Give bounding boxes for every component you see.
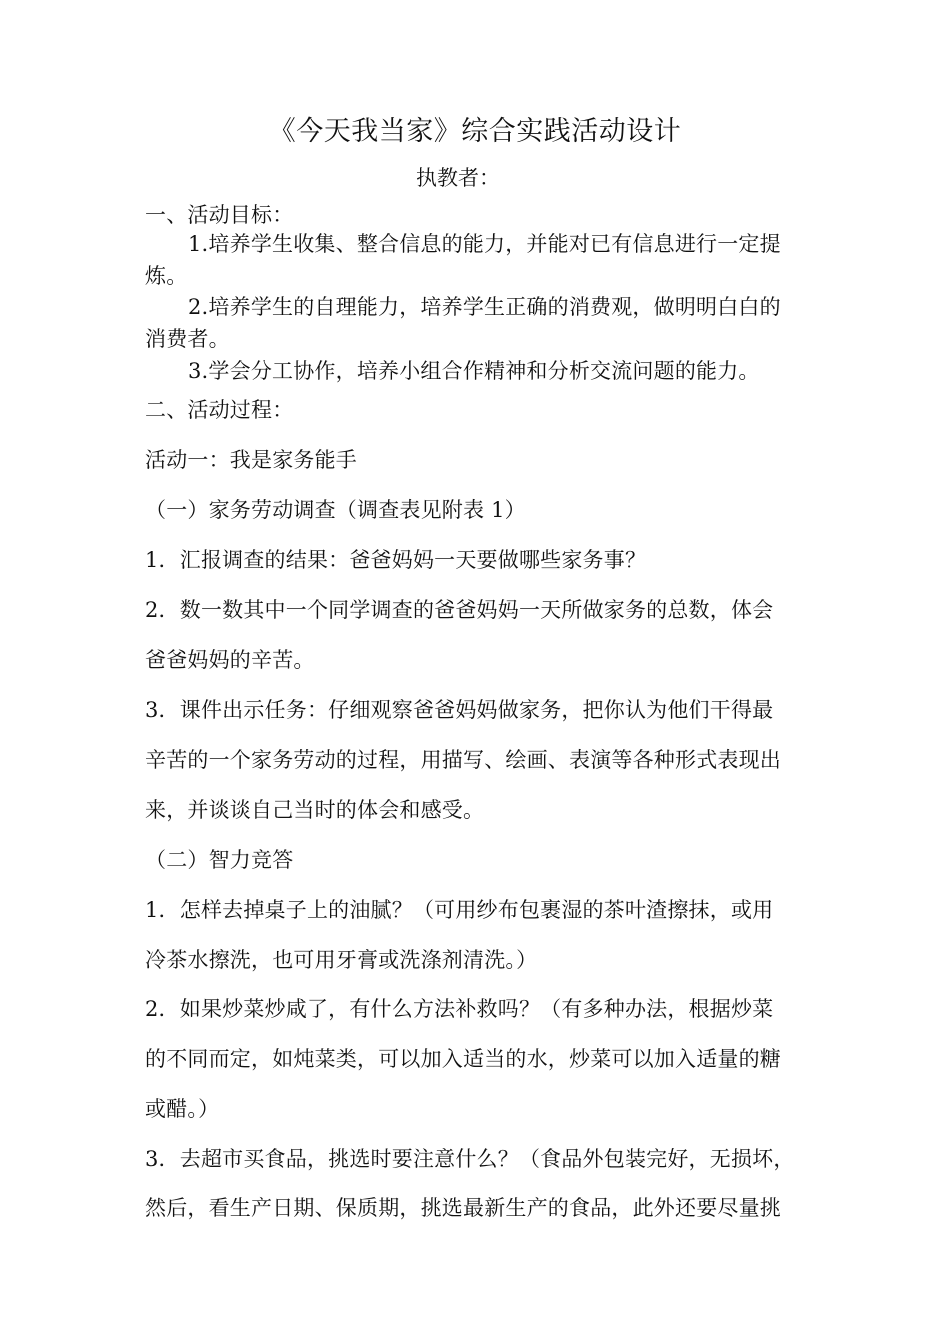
author-label: 执教者：: [416, 166, 500, 190]
goal-2-line-1: 2.培养学生的自理能力，培养学生正确的消费观，做明明白白的: [188, 295, 781, 319]
section-heading-goals: 一、活动目标：: [145, 203, 294, 227]
subsection-1-heading: （一）家务劳动调查（调查表见附表 1）: [145, 498, 526, 522]
subsection-1-item-3-line-3: 来，并谈谈自己当时的体会和感受。: [145, 798, 485, 822]
goal-1-line-1: 1.培养学生收集、整合信息的能力，并能对已有信息进行一定提: [188, 232, 781, 256]
document-title: 《今天我当家》综合实践活动设计: [268, 116, 682, 147]
subsection-2-item-1-line-2: 冷茶水擦洗，也可用牙膏或洗涤剂清洗。）: [145, 948, 538, 972]
subsection-1-item-3-line-2: 辛苦的一个家务劳动的过程，用描写、绘画、表演等各种形式表现出: [145, 748, 781, 772]
subsection-2-heading: （二）智力竞答: [145, 848, 294, 872]
subsection-2-item-1-line-1: 1．怎样去掉桌子上的油腻？（可用纱布包裹湿的茶叶渣擦抹，或用: [145, 898, 774, 922]
subsection-2-item-3-line-2: 然后，看生产日期、保质期，挑选最新生产的食品，此外还要尽量挑: [145, 1196, 781, 1220]
subsection-2-item-2-line-2: 的不同而定，如炖菜类，可以加入适当的水，炒菜可以加入适量的糖: [145, 1047, 781, 1071]
subsection-1-item-1: 1．汇报调查的结果：爸爸妈妈一天要做哪些家务事？: [145, 548, 647, 572]
section-heading-process: 二、活动过程：: [145, 398, 294, 422]
subsection-2-item-2-line-1: 2．如果炒菜炒咸了，有什么方法补救吗？（有多种办法，根据炒菜: [145, 997, 774, 1021]
goal-3-line-1: 3.学会分工协作，培养小组合作精神和分析交流问题的能力。: [188, 359, 760, 383]
activity-1-heading: 活动一：我是家务能手: [145, 448, 357, 472]
subsection-1-item-2-line-2: 爸爸妈妈的辛苦。: [145, 648, 315, 672]
goal-1-line-2: 炼。: [145, 264, 188, 288]
subsection-2-item-2-line-3: 或醋。）: [145, 1097, 220, 1121]
subsection-1-item-2-line-1: 2．数一数其中一个同学调查的爸爸妈妈一天所做家务的总数，体会: [145, 598, 774, 622]
subsection-1-item-3-line-1: 3．课件出示任务：仔细观察爸爸妈妈做家务，把你认为他们干得最: [145, 698, 774, 722]
goal-2-line-2: 消费者。: [145, 327, 230, 351]
subsection-2-item-3-line-1: 3．去超市买食品，挑选时要注意什么？（食品外包装完好，无损坏，: [145, 1147, 795, 1171]
